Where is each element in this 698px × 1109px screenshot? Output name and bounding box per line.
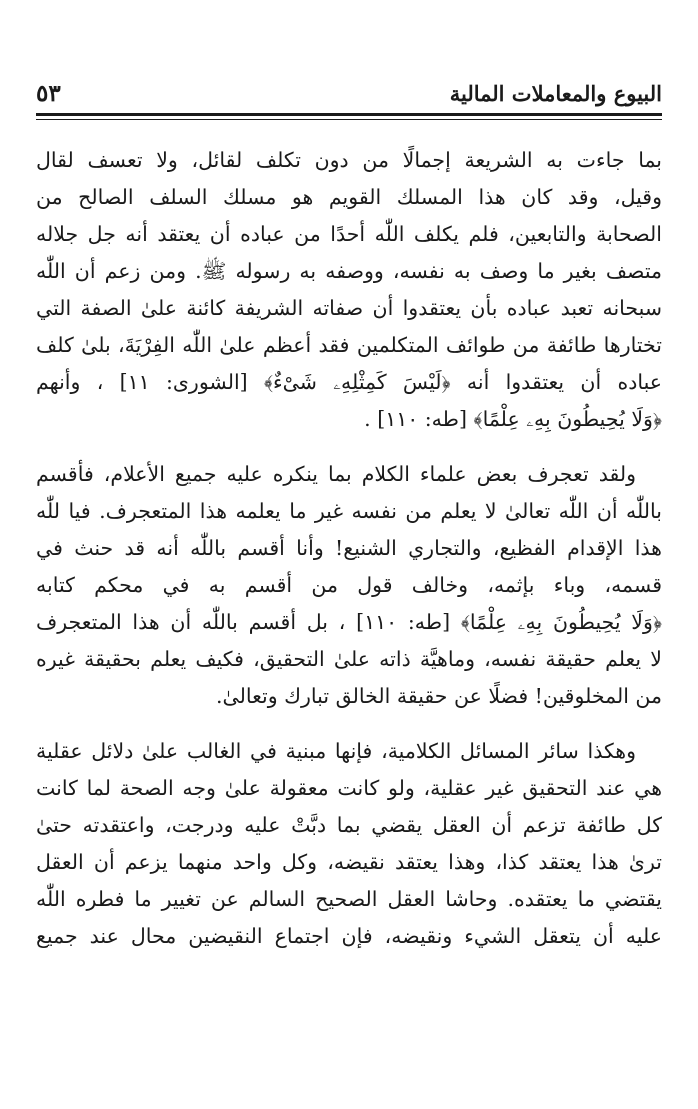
paragraph-3 — [36, 733, 662, 955]
text-line: لا يعلم حقيقة نفسه، وماهيَّة ذاته علىٰ التحقيق، فكيف يعلم بحقيقة غيره — [36, 647, 662, 671]
text-line: باللّٰه أن اللّٰه تعالىٰ لا يعلم من نفسه غير ما يعلمه هذا المتعجرف. فيا للّٰه — [36, 499, 662, 523]
text-line: قسمه، وباء بإثمه، وخالف قول من أقسم به في محكم كتابه — [36, 573, 662, 597]
text-line: وهكذا سائر المسائل الكلامية، فإنها مبنية في الغالب علىٰ دلائل عقلية — [36, 739, 636, 763]
text-line: تختارها طائفة من طوائف المتكلمين فقد أعظم علىٰ اللّٰه الفِرْيَةَ، بلىٰ كلف — [36, 333, 662, 357]
text-line: ﴿وَلَا يُحِيطُونَ بِهِۦ عِلْمًا﴾ [طه: ١١٠] . — [364, 407, 662, 431]
paragraph-1 — [36, 142, 662, 438]
header-rule-thick — [36, 113, 662, 116]
text-line: متصف بغير ما وصف به نفسه، ووصفه به رسوله ﷺ. ومن زعم أن اللّٰه — [36, 259, 662, 283]
text-line: وقيل، وقد كان هذا المسلك القويم هو مسلك السلف الصالح من — [36, 185, 662, 209]
text-line: ولقد تعجرف بعض علماء الكلام بما ينكره عليه جميع الأعلام، فأقسم — [36, 462, 636, 486]
text-line: يقتضي ما يعتقده. وحاشا العقل الصحيح السالم عن تغيير ما فطره اللّٰه — [36, 887, 662, 911]
body-text — [36, 142, 662, 973]
header-rule-thin — [36, 119, 662, 120]
text-line: بما جاءت به الشريعة إجمالًا من دون تكلف لقائل، ولا تعسف لقال — [36, 148, 662, 172]
paragraph-2 — [36, 456, 662, 715]
text-line: ترىٰ هذا يعتقد كذا، وهذا يعتقد نقيضه، وكل واحد منهما يزعم أن العقل — [36, 850, 662, 874]
text-line: عليه أن يتعقل الشيء ونقيضه، فإن اجتماع النقيضين محال عند جميع — [36, 924, 662, 948]
text-line: الصحابة والتابعين، فلم يكلف اللّٰه أحدًا من عباده أن يعتقد أنه جل جلاله — [36, 222, 662, 246]
page-number: ٥٣ — [36, 80, 61, 107]
text-line: هي عند التحقيق غير عقلية، ولو كانت معقولة علىٰ وجه الصحة لما كانت — [36, 776, 662, 800]
text-line: ﴿وَلَا يُحِيطُونَ بِهِۦ عِلْمًا﴾ [طه: ١١٠] ، بل أقسم باللّٰه أن هذا المتعجرف — [36, 610, 662, 634]
running-title: البيوع والمعاملات المالية — [449, 81, 662, 106]
text-line: كل طائفة تزعم أن العقل يقضي بما دبَّتْ عليه ودرجت، واعتقدته حتىٰ — [36, 813, 662, 837]
text-line: هذا الإقدام الفظيع، والتجاري الشنيع! وأنا أقسم باللّٰه أنه قد حنث في — [36, 536, 662, 560]
text-line: سبحانه تعبد عباده بأن يعتقدوا أن صفاته الشريفة كائنة علىٰ الصفة التي — [36, 296, 662, 320]
text-line: عباده أن يعتقدوا أنه ﴿لَيْسَ كَمِثْلِهِۦ شَىْءٌ﴾ [الشورى: ١١] ، وأنهم — [36, 370, 662, 394]
page-header — [36, 78, 662, 112]
text-line: من المخلوقين! فضلًا عن حقيقة الخالق تبارك وتعالىٰ. — [216, 684, 662, 708]
